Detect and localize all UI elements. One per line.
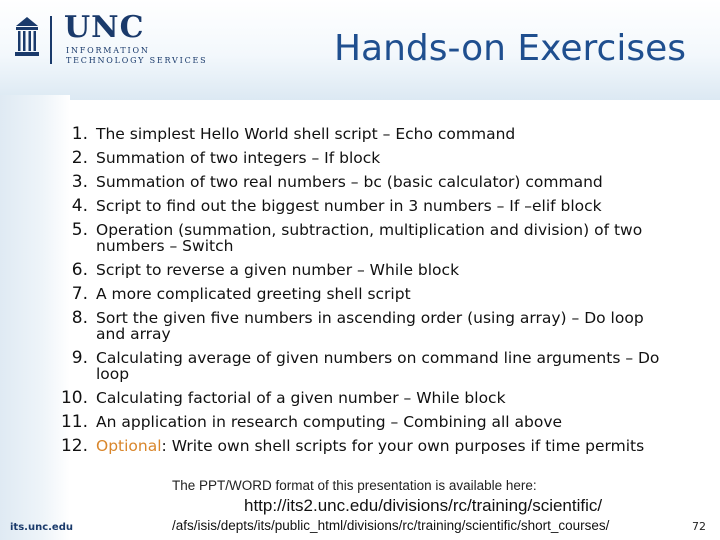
url-link[interactable]: http://its2.unc.edu/divisions/rc/training/scientific/ (244, 496, 603, 515)
logo-divider (50, 16, 52, 64)
item-number: 5. (71, 220, 88, 240)
item-number: 12. (60, 436, 88, 456)
item-text: Calculating average of given numbers on command line arguments – Do loop (96, 349, 660, 383)
list-item (32, 414, 672, 430)
list-item (32, 198, 672, 214)
page-number: 72 (692, 520, 706, 533)
item-text: An application in research computing – Combining all above (96, 413, 563, 431)
item-number: 1. (71, 124, 88, 144)
item-text (92, 438, 672, 454)
item-text: Calculating factorial of a given number – While block (96, 389, 506, 407)
item-text: A more complicated greeting shell script (96, 285, 411, 303)
format-note: The PPT/WORD format of this presentation is available here: (172, 478, 537, 493)
logo-unc-text: UNC (64, 10, 145, 45)
slide-title: Hands-on Exercises (333, 28, 686, 69)
item-number: 6. (71, 260, 88, 280)
item-text: Summation of two integers – If block (96, 149, 381, 167)
list-item (32, 438, 672, 454)
list-item (32, 310, 672, 342)
item-text: Operation (summation, subtraction, multiplication and division) of two numbers – Switch (96, 221, 643, 255)
item-text-rest: : Write own shell scripts for your own purposes if time permits (161, 437, 645, 455)
item-text: Summation of two real numbers – bc (basic calculator) command (96, 173, 603, 191)
item-text: Script to reverse a given number – While block (96, 261, 460, 279)
logo-information-text: INFORMATION (66, 46, 150, 55)
list-item (32, 390, 672, 406)
list-item (32, 174, 672, 190)
item-text: Sort the given five numbers in ascending order (using array) – Do loop and array (96, 309, 644, 343)
list-item (32, 150, 672, 166)
optional-label: Optional (96, 437, 162, 455)
exercise-list (32, 126, 672, 462)
list-item (32, 222, 672, 254)
afs-path-text: /afs/isis/depts/its/public_html/divisions/rc/training/scientific/short_courses/ (172, 518, 610, 533)
list-item (32, 126, 672, 142)
item-number: 10. (60, 388, 88, 408)
old-well-icon (14, 16, 40, 58)
item-number: 2. (71, 148, 88, 168)
item-number: 7. (71, 284, 88, 304)
item-text: Script to find out the biggest number in 3 numbers – If –elif block (96, 197, 602, 215)
site-footer-label: its.unc.edu (10, 522, 73, 533)
list-item (32, 350, 672, 382)
unc-its-logo (14, 10, 214, 74)
logo-its-text: TECHNOLOGY SERVICES (66, 56, 208, 65)
item-number: 4. (71, 196, 88, 216)
item-text: The simplest Hello World shell script – Echo command (96, 125, 516, 143)
item-number: 11. (60, 412, 88, 432)
item-number: 9. (71, 348, 88, 368)
item-number: 3. (71, 172, 88, 192)
item-number: 8. (71, 308, 88, 328)
list-item (32, 262, 672, 278)
list-item (32, 286, 672, 302)
